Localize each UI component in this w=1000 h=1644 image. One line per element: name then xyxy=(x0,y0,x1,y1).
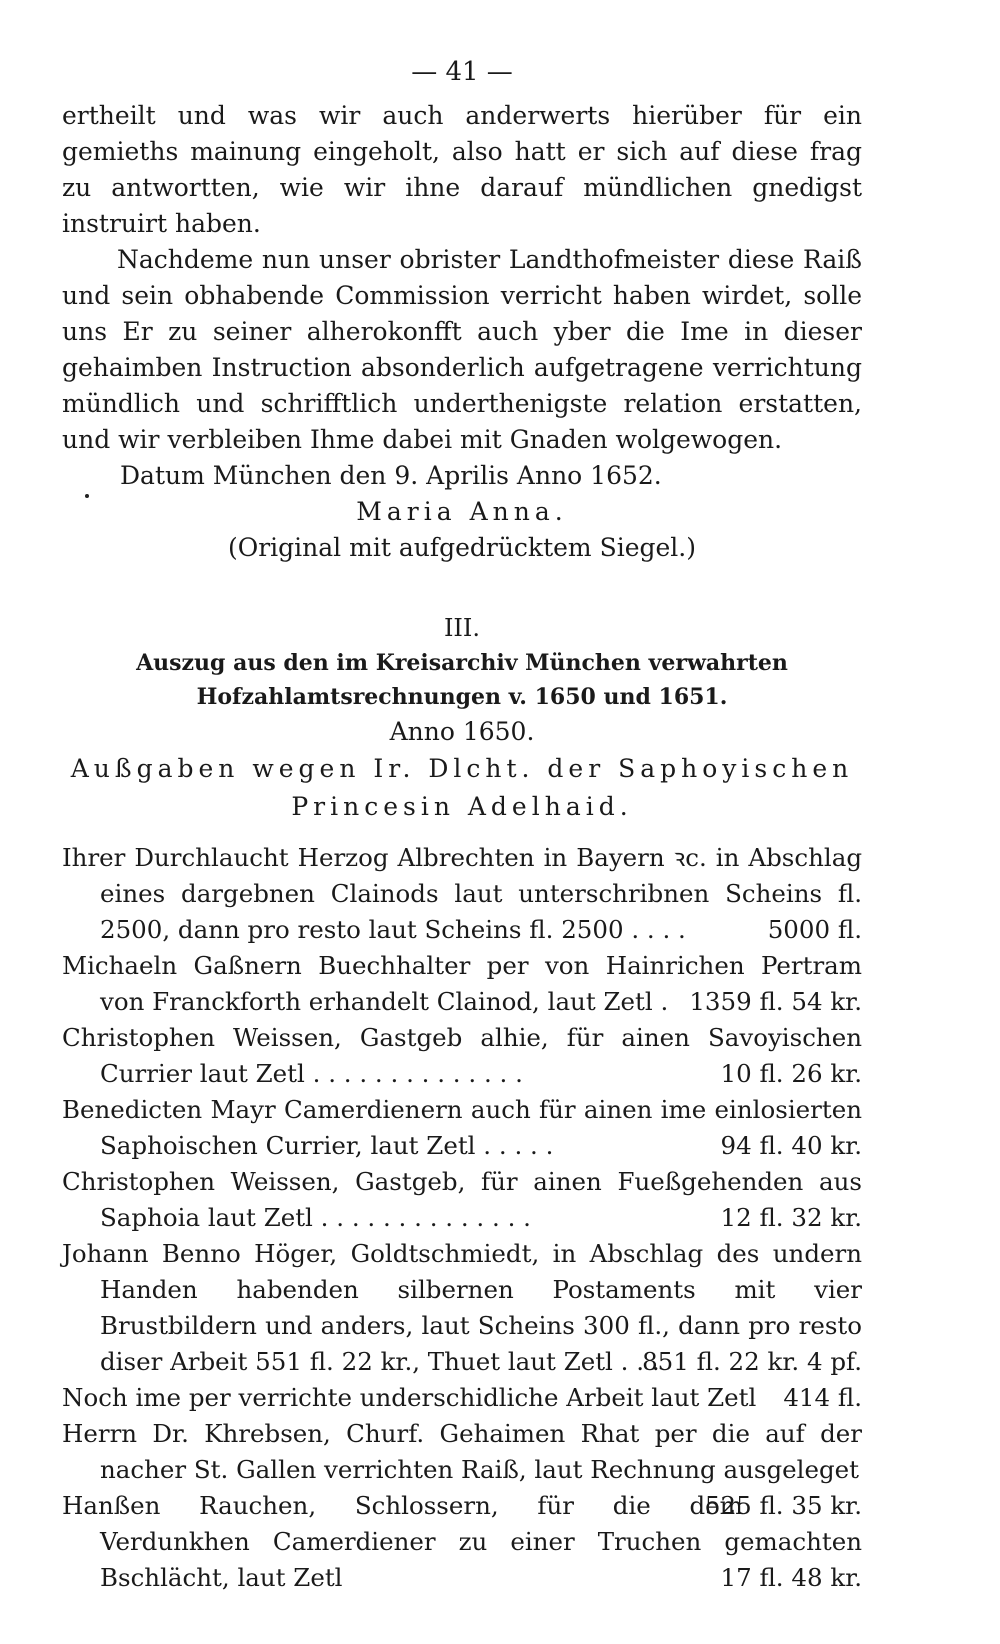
section-subheading: Außgaben wegen Ir. Dlcht. der Saphoyischen Princesin Adelhaid. xyxy=(70,754,854,821)
letter-paragraph-2: Nachdeme nun unser obrister Landthofmeister diese Raiß und sein obhabende Commission verricht haben wirdet, solle uns Er zu seiner alherokonfft auch yber die Ime in dieser gehaimben Instruction absonderlich aufgetragene verrichtung mündlich und schrifftlich underthenigste relation erstatten, und wir verbleiben Ihme dabei mit Gnaden wolgewogen. xyxy=(62,245,862,454)
letter-signature: Maria Anna. xyxy=(356,497,568,526)
letter-date: Datum München den 9. Aprilis Anno 1652. xyxy=(120,461,662,490)
entry-text: Johann Benno Höger, Goldtschmiedt, in Abschlag des undern Handen habenden silbernen Postaments mit vier Brustbildern und anders, laut Scheins 300 fl., dann pro resto diser Arbeit 551 fl. 22 kr., Thuet laut Zetl . . . xyxy=(62,1239,862,1376)
entry-text: Benedicten Mayr Camerdienern auch für ainen ime einlosierten Saphoischen Currier, laut Zetl . . . . . xyxy=(62,1095,862,1160)
entry-amount: 5000 fl. xyxy=(767,915,862,944)
expense-entry xyxy=(62,1380,862,1416)
entry-text: Christophen Weissen, Gastgeb, für ainen Fueßgehenden aus Saphoia laut Zetl . . . . . . . . . . . . . . xyxy=(62,1167,862,1232)
entry-amount: 851 fl. 22 kr. 4 pf. xyxy=(642,1347,862,1376)
expense-entry xyxy=(62,1488,862,1596)
entry-text: Michaeln Gaßnern Buechhalter per von Hainrichen Pertram von Franckforth erhandelt Clainod, laut Zetl . xyxy=(62,951,862,1016)
expense-entry xyxy=(62,948,862,1020)
entry-amount: 1359 fl. 54 kr. xyxy=(689,987,862,1016)
entry-amount: 414 fl. xyxy=(783,1383,862,1412)
document-page xyxy=(62,56,862,1596)
expense-entry xyxy=(62,840,862,948)
section-number: III. xyxy=(443,614,481,642)
expense-entry xyxy=(62,1236,862,1380)
expense-entry xyxy=(62,1416,862,1520)
expense-entry xyxy=(62,1020,862,1092)
letter-paragraph-1: ertheilt und was wir auch anderwerts hierüber für ein gemieths mainung eingeholt, also hatt er sich auf diese frag zu antwortten, wie wir ihne darauf mündlichen gnedigst instruirt haben. xyxy=(62,101,862,238)
section-year: Anno 1650. xyxy=(389,717,535,746)
entry-amount: 525 fl. 35 kr. xyxy=(704,1491,862,1520)
entry-amount: 17 fl. 48 kr. xyxy=(720,1563,862,1592)
expense-entry xyxy=(62,1092,862,1164)
section-heading: Auszug aus den im Kreisarchiv München verwahrten Hofzahlamtsrechnungen v. 1650 und 1651. xyxy=(136,650,788,710)
entry-amount: 12 fl. 32 kr. xyxy=(720,1203,862,1232)
entry-amount: 10 fl. 26 kr. xyxy=(720,1059,862,1088)
expense-list xyxy=(62,840,862,1596)
entry-text: Ihrer Durchlaucht Herzog Albrechten in Bayern ꝛc. in Abschlag eines dargebnen Clainods laut unterschribnen Scheins fl. 2500, dann pro resto laut Scheins fl. 2500 . . . . xyxy=(62,843,862,944)
entry-text: Christophen Weissen, Gastgeb alhie, für ainen Savoyischen Currier laut Zetl . . . . . . . . . . . . . . xyxy=(62,1023,862,1088)
expense-entry xyxy=(62,1164,862,1236)
entry-text: Hanßen Rauchen, Schlossern, für die dem Verdunkhen Camerdiener zu einer Truchen gemachten Bschlächt, laut Zetl xyxy=(62,1491,862,1592)
page-number: — 41 — xyxy=(411,57,513,87)
seal-note: (Original mit aufgedrücktem Siegel.) xyxy=(227,533,696,562)
entry-text: Herrn Dr. Khrebsen, Churf. Gehaimen Rhat per die auf der nacher St. Gallen verrichten Raiß, laut Rechnung ausgeleget xyxy=(62,1419,862,1484)
entry-amount: 94 fl. 40 kr. xyxy=(720,1131,862,1160)
entry-text: Noch ime per verrichte underschidliche Arbeit laut Zetl xyxy=(62,1383,757,1412)
